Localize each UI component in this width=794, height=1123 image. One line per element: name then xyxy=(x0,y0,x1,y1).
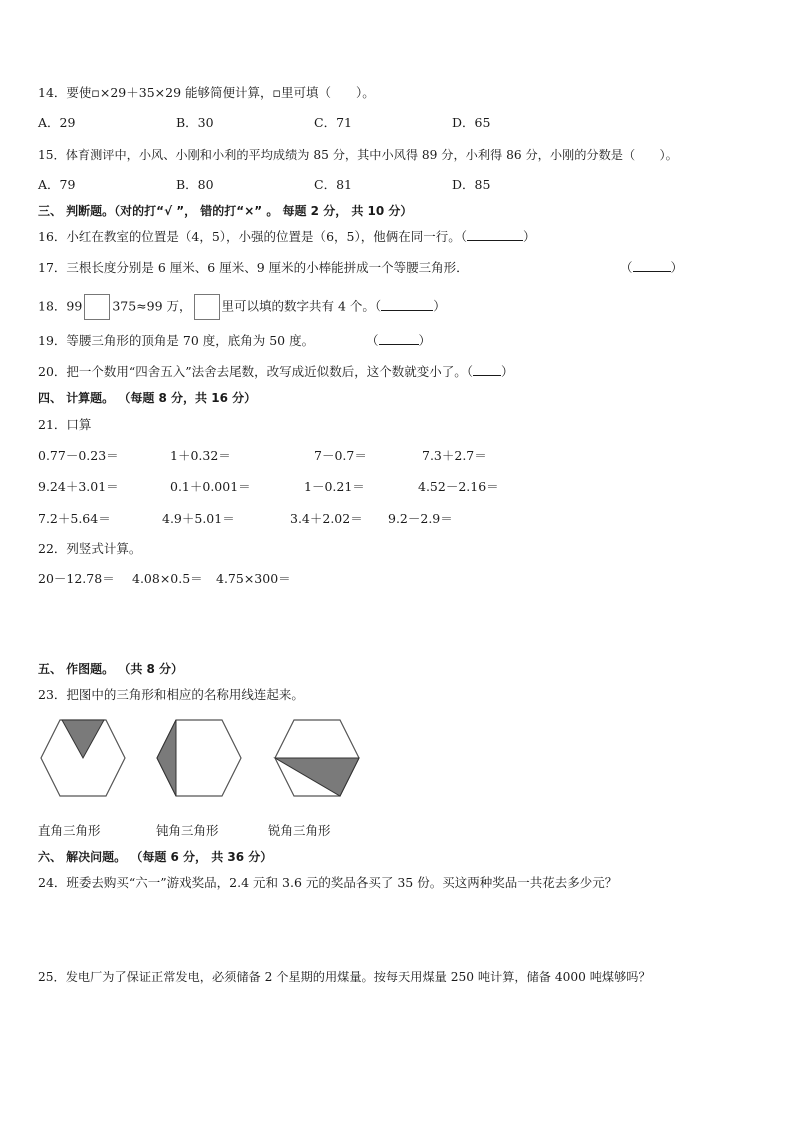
q21-r2-c4: 4.52－2.16＝ xyxy=(418,479,499,494)
q18-digit-box-2[interactable] xyxy=(194,294,220,320)
hexagon-figure-2 xyxy=(154,718,244,798)
section-3-heading: 三、 判断题。（对的打“√ ”， 错的打“×” 。 每题 2 分， 共 10 分） xyxy=(38,204,413,218)
q19-answer-blank[interactable] xyxy=(379,332,419,345)
q23-label-right-triangle: 直角三角形 xyxy=(38,823,101,838)
q14-stem: 14．要使▫×29＋35×29 能够简便计算，▫里可填（ ）。 xyxy=(38,85,375,100)
q17-open: （ xyxy=(620,260,633,275)
q21-r2-c3: 1－0.21＝ xyxy=(304,479,365,494)
q22-title: 22．列竖式计算。 xyxy=(38,541,142,556)
q20-answer-blank[interactable] xyxy=(473,363,501,376)
q19-open: （ xyxy=(366,333,379,348)
section-4-heading: 四、 计算题。 （每题 8 分，共 16 分） xyxy=(38,391,257,405)
q15-option-d: D．85 xyxy=(452,177,491,192)
q22-item-3: 4.75×300＝ xyxy=(216,571,291,586)
q19-close: ） xyxy=(418,333,432,348)
q14-option-b: B．30 xyxy=(176,115,214,130)
section-5-heading: 五、 作图题。 （共 8 分） xyxy=(38,662,184,676)
q21-title: 21．口算 xyxy=(38,417,92,432)
q15-stem: 15．体育测评中，小风、小刚和小利的平均成绩为 85 分，其中小风得 89 分，小利得 86 分，小刚的分数是（ ）。 xyxy=(38,148,678,162)
q21-r1-c4: 7.3＋2.7＝ xyxy=(422,448,487,463)
q21-r1-c2: 1＋0.32＝ xyxy=(170,448,231,463)
q19-stem: 19．等腰三角形的顶角是 70 度，底角为 50 度。 xyxy=(38,333,315,348)
q21-r3-c3: 3.4＋2.02＝ xyxy=(290,511,363,526)
q15-option-c: C．81 xyxy=(314,177,352,192)
q21-r1-c3: 7－0.7＝ xyxy=(314,448,367,463)
q17-stem: 17．三根长度分别是 6 厘米、6 厘米、9 厘米的小棒能拼成一个等腰三角形． xyxy=(38,260,469,275)
q16-answer-blank[interactable] xyxy=(467,228,523,241)
q21-r3-c4: 9.2－2.9＝ xyxy=(388,511,453,526)
q23-title: 23．把图中的三角形和相应的名称用线连起来。 xyxy=(38,687,304,702)
q17-close: ） xyxy=(670,260,684,275)
q18 xyxy=(38,294,446,320)
q21-r3-c1: 7.2＋5.64＝ xyxy=(38,511,111,526)
q16-stem: 16．小红在教室的位置是（4，5），小强的位置是（6，5），他俩在同一行。（ xyxy=(38,229,467,244)
q18-part-b: 375≈99 万， xyxy=(112,298,192,314)
section-6-heading: 六、 解决问题。 （每题 6 分， 共 36 分） xyxy=(38,850,273,864)
q14-option-c: C．71 xyxy=(314,115,352,130)
triangle-figure-2 xyxy=(157,720,176,796)
q21-r1-c1: 0.77－0.23＝ xyxy=(38,448,119,463)
hexagon-figure-3 xyxy=(272,718,362,798)
q17-answer xyxy=(620,259,683,277)
q18-close: ） xyxy=(433,298,446,314)
q22-item-1: 20－12.78＝ xyxy=(38,571,115,586)
q14-option-d: D．65 xyxy=(452,115,491,130)
q20-stem: 20．把一个数用“四舍五入”法舍去尾数，改写成近似数后，这个数就变小了。（ xyxy=(38,364,473,379)
q16-close: ） xyxy=(522,229,536,244)
q18-part-c: 里可以填的数字共有 4 个。（ xyxy=(221,298,382,314)
q20 xyxy=(38,363,513,381)
q16 xyxy=(38,228,536,246)
q22-item-2: 4.08×0.5＝ xyxy=(132,571,203,586)
q18-digit-box[interactable] xyxy=(84,294,110,320)
q19-answer xyxy=(366,332,431,350)
q23-label-acute-triangle: 锐角三角形 xyxy=(268,823,331,838)
q25-stem: 25．发电厂为了保证正常发电，必须储备 2 个星期的用煤量。按每天用煤量 250 吨计算，储备 4000 吨煤够吗？ xyxy=(38,970,651,984)
q21-r2-c2: 0.1＋0.001＝ xyxy=(170,479,251,494)
q20-close: ） xyxy=(500,364,514,379)
q17-answer-blank[interactable] xyxy=(633,259,671,272)
q24-stem: 24．班委去购买“六一”游戏奖品，2.4 元和 3.6 元的奖品各买了 35 份。买这两种奖品一共花去多少元？ xyxy=(38,875,618,890)
q15-option-a: A．79 xyxy=(38,177,76,192)
q21-r3-c2: 4.9＋5.01＝ xyxy=(162,511,235,526)
q23-label-obtuse-triangle: 钝角三角形 xyxy=(156,823,219,838)
q18-answer-blank[interactable] xyxy=(381,298,433,311)
q21-r2-c1: 9.24＋3.01＝ xyxy=(38,479,119,494)
q18-part-a: 18．99 xyxy=(38,298,83,314)
hexagon-figure-1 xyxy=(38,718,128,798)
q14-option-a: A．29 xyxy=(38,115,76,130)
q15-option-b: B．80 xyxy=(176,177,214,192)
